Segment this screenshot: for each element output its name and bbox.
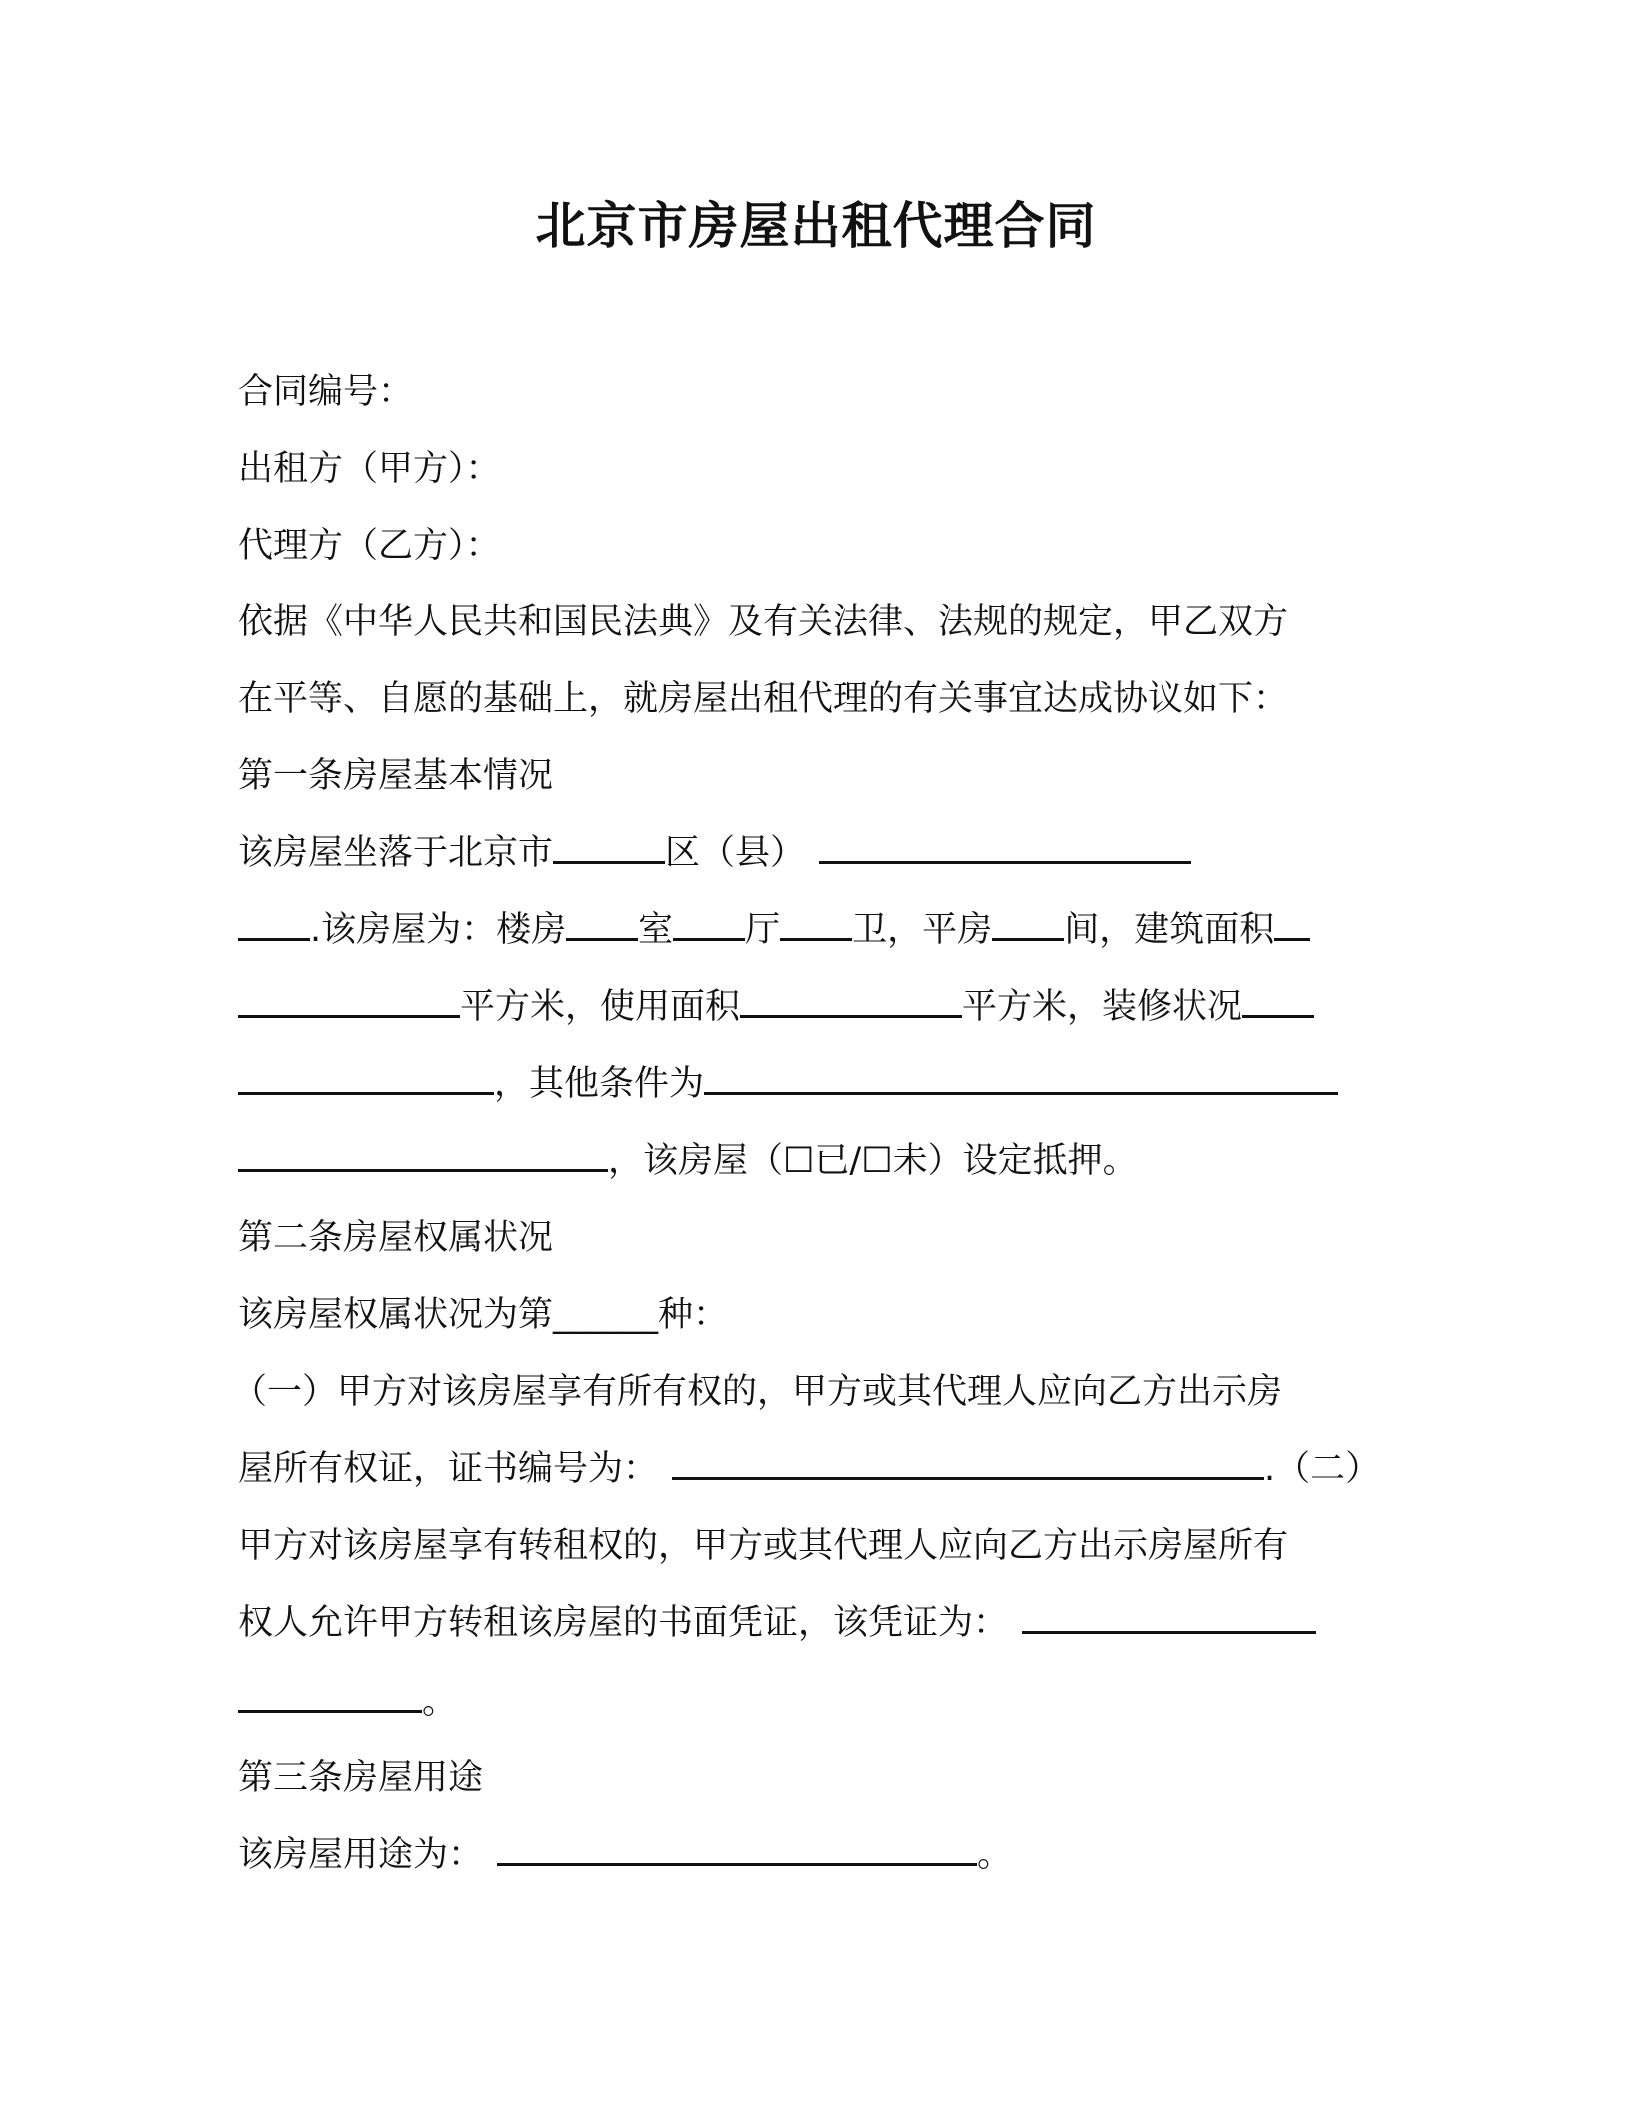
address-blank-continued[interactable]: [238, 910, 310, 941]
usage-period-mark: 。: [977, 1835, 1013, 1875]
bathrooms-blank[interactable]: [780, 910, 852, 941]
other-conditions-blank-continued[interactable]: [238, 1141, 608, 1172]
halls-label: 厅: [745, 910, 781, 950]
article-3-heading: 第三条房屋用途: [238, 1758, 484, 1798]
rooms-blank[interactable]: [566, 910, 638, 941]
not-mortgaged-checkbox[interactable]: ☐: [861, 1141, 893, 1181]
floor-area-label: 间，建筑面积: [1064, 910, 1275, 950]
floor-area-blank[interactable]: [1274, 910, 1310, 941]
address-blank[interactable]: [819, 833, 1191, 864]
bungalow-rooms-blank[interactable]: [992, 910, 1064, 941]
article-2-line-3: [238, 1447, 1398, 1491]
other-conditions-label: ，其他条件为: [494, 1064, 705, 1104]
decoration-blank[interactable]: [1242, 987, 1314, 1018]
article-1-line-2: [238, 908, 1398, 952]
sublease-proof-blank[interactable]: [1022, 1603, 1316, 1634]
option-two-label: .（二）: [1264, 1449, 1381, 1489]
usage-blank[interactable]: [497, 1835, 977, 1866]
article-2-line-2: （一）甲方对该房屋享有所有权的，甲方或其代理人应向乙方出示房: [232, 1372, 1283, 1412]
agent-line: [238, 524, 1398, 568]
article-1-line-3: [238, 985, 1398, 1029]
article-2-line-6: [238, 1680, 1398, 1724]
building-type-label: .该房屋为：楼房: [310, 910, 567, 950]
article-2-line-4: 甲方对该房屋享有转租权的，甲方或其代理人应向乙方出示房屋所有: [238, 1526, 1289, 1566]
usable-area-label: 平方米，使用面积: [460, 987, 741, 1027]
bathrooms-label: 卫，平房: [852, 910, 993, 950]
district-suffix: 区（县）: [665, 833, 806, 873]
not-mortgaged-label: 未）设定抵押。: [892, 1141, 1138, 1181]
sublease-proof-blank-continued[interactable]: [238, 1682, 422, 1713]
usage-label: 该房屋用途为：: [238, 1835, 484, 1875]
district-blank[interactable]: [553, 833, 665, 864]
ownership-type-suffix: 种：: [658, 1295, 729, 1335]
halls-blank[interactable]: [673, 910, 745, 941]
certificate-number-blank[interactable]: [672, 1449, 1264, 1480]
mortgaged-label: 已/: [814, 1141, 862, 1181]
floor-area-blank-continued[interactable]: [238, 987, 460, 1018]
contract-number-line: [238, 370, 1398, 414]
ownership-type-label: 该房屋权属状况为第: [238, 1295, 554, 1335]
agent-label: 代理方（乙方）：: [238, 526, 501, 566]
location-prefix: 该房屋坐落于北京市: [238, 833, 554, 873]
article-2-heading: 第二条房屋权属状况: [238, 1218, 554, 1258]
usable-area-blank[interactable]: [740, 987, 962, 1018]
preamble-line-1: 依据《中华人民共和国民法典》及有关法律、法规的规定，甲乙双方: [238, 602, 1289, 642]
decoration-blank-continued[interactable]: [238, 1064, 494, 1095]
rooms-label: 室: [638, 910, 674, 950]
document-title: 北京市房屋出租代理合同: [535, 197, 1097, 255]
ownership-type-blank[interactable]: ______: [553, 1295, 659, 1335]
article-1-line-4: [238, 1062, 1398, 1106]
mortgage-label: ，该房屋（: [608, 1141, 784, 1181]
contract-number-label: 合同编号：: [238, 372, 414, 412]
preamble-line-2: 在平等、自愿的基础上，就房屋出租代理的有关事宜达成协议如下：: [238, 679, 1289, 719]
decoration-label: 平方米，装修状况: [962, 987, 1243, 1027]
lessor-line: [238, 447, 1398, 491]
article-1-line-1: [238, 831, 1398, 875]
article-2-line-1: [238, 1293, 1398, 1337]
other-conditions-blank[interactable]: [704, 1064, 1338, 1095]
article-1-heading: 第一条房屋基本情况: [238, 756, 554, 796]
article-2-line-5: [238, 1601, 1398, 1645]
article-3-line-1: [238, 1833, 1398, 1877]
article-1-line-5: [238, 1139, 1398, 1183]
certificate-number-label: 屋所有权证，证书编号为：: [238, 1449, 659, 1489]
mortgaged-checkbox[interactable]: ☐: [783, 1141, 815, 1181]
period-mark: 。: [422, 1682, 458, 1722]
sublease-proof-label: 权人允许甲方转租该房屋的书面凭证，该凭证为：: [238, 1603, 1009, 1643]
lessor-label: 出租方（甲方）：: [238, 449, 501, 489]
